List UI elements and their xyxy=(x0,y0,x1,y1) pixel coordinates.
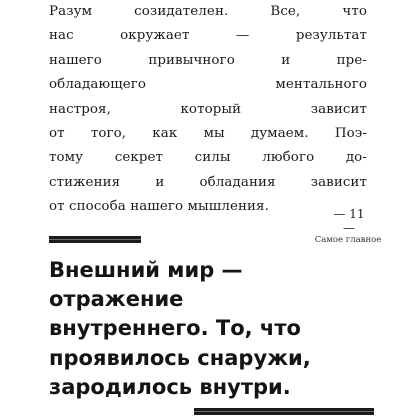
body-word: Все, xyxy=(270,4,301,19)
body-word: нашего xyxy=(49,52,102,68)
decorative-rule-bottom xyxy=(194,408,374,415)
body-word: от xyxy=(49,199,65,215)
body-line xyxy=(49,195,367,219)
page-number: — 11 — xyxy=(333,207,365,235)
body-word: привычного xyxy=(148,52,235,68)
body-word: любого xyxy=(262,150,315,166)
body-word: который xyxy=(180,101,242,117)
body-line xyxy=(49,0,367,24)
body-word: зависит xyxy=(310,174,367,190)
body-word: Разум xyxy=(49,4,93,19)
quote-line: внутреннего. То, что xyxy=(49,316,301,341)
body-word: пре- xyxy=(336,52,367,68)
body-word: ментального xyxy=(275,77,367,93)
body-word: окружает xyxy=(120,28,190,44)
body-word: от xyxy=(49,125,65,141)
body-word: того, xyxy=(90,125,127,141)
body-line xyxy=(49,24,367,48)
body-paragraph xyxy=(49,0,367,220)
body-word: думаем. xyxy=(250,125,309,141)
quote-line: зародилось внутри. xyxy=(49,374,291,399)
body-word: зависит xyxy=(310,101,367,117)
body-word: стижения xyxy=(49,174,121,190)
body-word: силы xyxy=(194,150,231,166)
body-word: мы xyxy=(203,125,225,141)
body-line xyxy=(49,73,367,97)
body-word: что xyxy=(342,4,367,19)
body-word: обладающего xyxy=(49,77,147,93)
body-word: как xyxy=(152,125,178,141)
body-word: и xyxy=(281,52,291,68)
body-line xyxy=(49,171,367,195)
body-word: нас xyxy=(49,28,74,44)
pull-quote xyxy=(49,256,379,402)
body-word: Поэ- xyxy=(334,125,367,141)
body-word: нашего xyxy=(130,199,184,215)
body-word: секрет xyxy=(114,150,164,166)
body-word: результат xyxy=(295,28,367,44)
body-word: — xyxy=(235,28,250,44)
body-word: настроя, xyxy=(49,101,111,117)
body-word: созидателен. xyxy=(134,4,229,19)
body-line xyxy=(49,146,367,170)
decorative-rule-top xyxy=(49,236,141,243)
quote-line: Внешний мир — xyxy=(49,258,243,282)
body-line xyxy=(49,49,367,73)
body-word: тому xyxy=(49,150,84,166)
body-word: мышления. xyxy=(187,199,269,215)
body-word: до- xyxy=(345,150,367,166)
running-title: Самое главное xyxy=(314,235,382,245)
quote-line: проявилось снаружи, xyxy=(49,345,311,370)
body-line xyxy=(49,98,367,122)
body-word: обладания xyxy=(199,174,276,190)
body-word: и xyxy=(155,174,165,190)
body-line xyxy=(49,122,367,146)
quote-line: отражение xyxy=(49,287,184,312)
body-word: способа xyxy=(69,199,126,215)
